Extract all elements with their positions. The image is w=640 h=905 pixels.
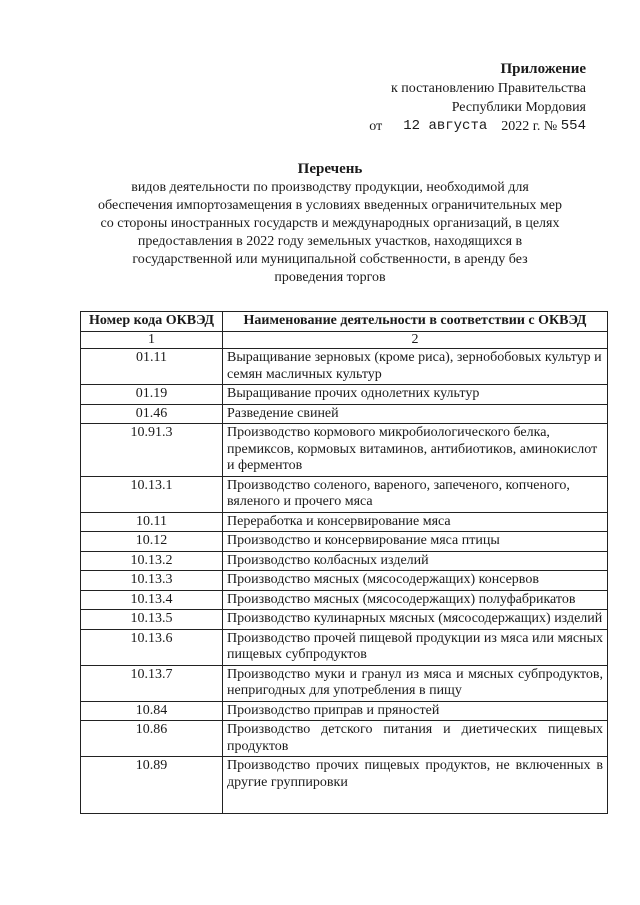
activity-name: Производство колбасных изделий: [223, 551, 608, 571]
activity-name: Выращивание прочих однолетних культур: [223, 385, 608, 405]
table-index-row: [81, 331, 608, 349]
table-row: [81, 476, 608, 512]
activity-name: Производство прочей пищевой продукции из мяса или мясных пищевых субпродуктов: [223, 629, 608, 665]
table-row: [81, 349, 608, 385]
okved-code: 10.13.6: [81, 629, 223, 665]
activity-name: Производство муки и гранул из мяса и мясных субпродуктов, непригодных для употребления в пищу: [223, 665, 608, 701]
heading-line: видов деятельности по производству продукции, необходимой для: [131, 180, 529, 195]
resolution-number: 554: [560, 118, 586, 134]
activity-name: Выращивание зерновых (кроме риса), зернобобовых культур и семян масличных культур: [223, 349, 608, 385]
table-row: [81, 404, 608, 424]
table-row: [81, 424, 608, 477]
okved-code: 10.12: [81, 532, 223, 552]
appendix-line-1: к постановлению Правительства: [390, 81, 586, 96]
activity-name: Производство мясных (мясосодержащих) консервов: [223, 571, 608, 591]
okved-code: 10.89: [81, 757, 223, 814]
okved-code: 01.46: [81, 404, 223, 424]
column-index-1: 1: [81, 331, 223, 349]
appendix-title: Приложение: [500, 61, 586, 77]
activity-name: Переработка и консервирование мяса: [223, 512, 608, 532]
activity-name: Производство соленого, вареного, запеченого, копченого, вяленого и прочего мяса: [223, 476, 608, 512]
resolution-date: 12 августа: [403, 118, 488, 134]
resolution-year: 2022 г. №: [501, 119, 558, 134]
table-row: [81, 512, 608, 532]
heading-line: государственной или муниципальной собственности, в аренду без: [132, 252, 528, 267]
activity-name: Разведение свиней: [223, 404, 608, 424]
column-index-2: 2: [223, 331, 608, 349]
okved-code: 10.13.1: [81, 476, 223, 512]
okved-table: [80, 311, 608, 814]
table-row: [81, 757, 608, 814]
heading-line: со стороны иностранных государств и международных организаций, в целях: [100, 216, 560, 231]
table-row: [81, 590, 608, 610]
okved-code: 01.11: [81, 349, 223, 385]
heading-line: обеспечения импортозамещения в условиях введенных ограничительных мер: [98, 198, 562, 213]
table-row: [81, 665, 608, 701]
okved-code: 10.11: [81, 512, 223, 532]
activity-name: Производство кулинарных мясных (мясосодержащих) изделий: [223, 610, 608, 630]
table-row: [81, 571, 608, 591]
table-row: [81, 610, 608, 630]
document-title: Перечень: [297, 161, 363, 177]
activity-name: Производство и консервирование мяса птицы: [223, 532, 608, 552]
activity-name: Производство прочих пищевых продуктов, не включенных в другие группировки: [223, 757, 608, 814]
appendix-line-2: Республики Мордовия: [451, 100, 586, 115]
table-row: [81, 551, 608, 571]
header-code: Номер кода ОКВЭД: [81, 312, 223, 332]
activity-name: Производство приправ и пряностей: [223, 701, 608, 721]
table-row: [81, 532, 608, 552]
table-header-row: [81, 312, 608, 332]
okved-code: 10.91.3: [81, 424, 223, 477]
okved-code: 10.13.7: [81, 665, 223, 701]
date-prefix: от: [369, 119, 383, 134]
okved-code: 01.19: [81, 385, 223, 405]
okved-code: 10.13.5: [81, 610, 223, 630]
table-row: [81, 701, 608, 721]
okved-code: 10.13.2: [81, 551, 223, 571]
okved-code: 10.13.3: [81, 571, 223, 591]
header-activity: Наименование деятельности в соответствии с ОКВЭД: [223, 312, 608, 332]
table-row: [81, 385, 608, 405]
heading-line: предоставления в 2022 году земельных участков, находящихся в: [137, 234, 523, 249]
table-row: [81, 721, 608, 757]
appendix-block: [330, 60, 586, 136]
activity-name: Производство мясных (мясосодержащих) полуфабрикатов: [223, 590, 608, 610]
activity-name: Производство детского питания и диетических пищевых продуктов: [223, 721, 608, 757]
okved-code: 10.13.4: [81, 590, 223, 610]
okved-code: 10.84: [81, 701, 223, 721]
resolution-date-line: [330, 117, 586, 136]
okved-code: 10.86: [81, 721, 223, 757]
activity-name: Производство кормового микробиологического белка, премиксов, кормовых витаминов, антибиотиков, аминокислот и ферментов: [223, 424, 608, 477]
document-heading: [95, 160, 565, 287]
table-row: [81, 629, 608, 665]
heading-line: проведения торгов: [274, 270, 386, 285]
